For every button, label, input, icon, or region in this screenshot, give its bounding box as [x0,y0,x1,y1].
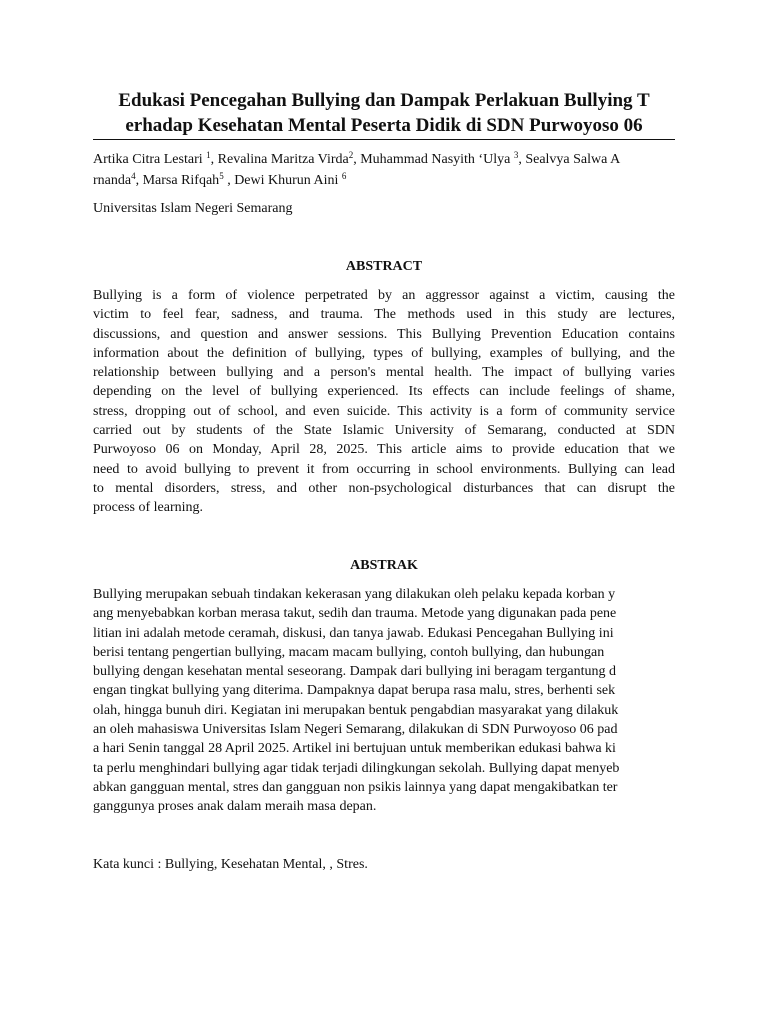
abstract-line: carried out by students of the State Islamic University of Semarang, conducted at SDN [93,423,675,439]
abstrak-line: ta perlu menghindari bullying agar tidak terjadi dilingkungan sekolah. Bullying dapat menyeb [93,760,620,776]
abstract-line: relationship between bullying and a person's mental health. The impact of bullying varies [93,365,675,381]
abstract-line: stress, dropping out of school, and even suicide. This activity is a form of community service [93,403,675,419]
paper-title [93,88,675,140]
abstract-heading: ABSTRACT [345,259,423,274]
author-6: , Dewi Khurun Aini [223,173,342,188]
abstrak-line: berisi tentang pengertian bullying, macam macam bullying, contoh bullying, dan hubungan [93,644,605,660]
abstrak-line: litian ini adalah metode ceramah, diskusi, dan tanya jawab. Edukasi Pencegahan Bullying ini [93,625,614,641]
author-1-affil-mark: 1 [206,150,211,160]
author-line-1 [93,149,675,170]
abstract-english [93,286,675,518]
abstract-line: Bullying is a form of violence perpetrated by an aggressor against a victim, causing the [93,288,675,303]
author-5: , Marsa Rifqah [135,173,220,188]
abstrak-line: engan tingkat bullying yang diterima. Dampaknya dapat berupa rasa malu, stres, berhenti sek [93,683,616,699]
keywords: Kata kunci : Bullying, Kesehatan Mental, , Stres. [93,857,368,872]
author-4-part-1: , Sealvya Salwa A [518,152,621,167]
abstract-line: information about the definition of bullying, types of bullying, examples of bullying, and the [93,345,675,361]
abstrak-line: ang menyebabkan korban merasa takut, sedih dan trauma. Metode yang digunakan pada pene [93,606,617,622]
author-2-affil-mark: 2 [348,150,354,160]
author-3-affil-mark: 3 [513,150,519,160]
author-3: , Muhammad Nasyith ‘Ulya [353,152,514,167]
author-line-2 [93,170,675,191]
abstrak-heading: ABSTRAK [350,558,418,573]
author-4-affil-mark: 4 [131,171,136,181]
author-5-affil-mark: 5 [219,171,224,181]
abstract-line: process of learning. [93,500,204,516]
abstract-line: victim to feel fear, sadness, and trauma. The methods used in this study are lectures, [93,307,675,323]
author-list [93,149,675,191]
abstract-line: Purwoyoso 06 on Monday, April 28, 2025. This article aims to provide education that we [93,442,675,458]
title-line-1: Edukasi Pencegahan Bullying dan Dampak Perlakuan Bullying T [118,90,650,111]
abstract-line: depending on the level of bullying experienced. Its effects can include feelings of shame, [93,384,675,400]
abstrak-line: bullying dengan kesehatan mental seseorang. Dampak dari bullying ini beragam tergantung d [93,664,617,680]
abstract-line: to mental disorders, stress, and other non-psychological disturbances that can disrupt the [93,480,675,496]
abstrak-line: abkan gangguan mental, stres dan gangguan non psikis lainnya yang dapat mengakibatkan ter [93,779,618,795]
author-4-part-2: rnanda [93,173,132,188]
abstract-indonesian [93,585,675,817]
abstrak-line: a hari Senin tanggal 28 April 2025. Artikel ini bertujuan untuk memberikan edukasi bahwa ki [93,741,616,757]
title-line-2: erhadap Kesehatan Mental Peserta Didik di SDN Purwoyoso 06 [125,115,643,136]
abstract-line: need to avoid bullying to prevent it from occurring in school environments. Bullying can lead [93,461,675,477]
abstrak-line: an oleh mahasiswa Universitas Islam Negeri Semarang, dilakukan di SDN Purwoyoso 06 pad [93,722,618,738]
abstrak-line: olah, hingga bunuh diri. Kegiatan ini merupakan bentuk pengabdian masyarakat yang dilakuk [93,702,619,718]
abstrak-line: ganggunya proses anak dalam meraih masa depan. [93,799,377,815]
abstrak-line: Bullying merupakan sebuah tindakan kekerasan yang dilakukan oleh pelaku kepada korban y [93,587,616,602]
abstract-line: discussions, and question and answer sessions. This Bullying Prevention Education contains [93,326,675,342]
author-1: Artika Citra Lestari [93,152,207,167]
author-2: , Revalina Maritza Virda [210,152,349,167]
affiliation: Universitas Islam Negeri Semarang [93,201,293,216]
author-6-affil-mark: 6 [341,171,347,181]
